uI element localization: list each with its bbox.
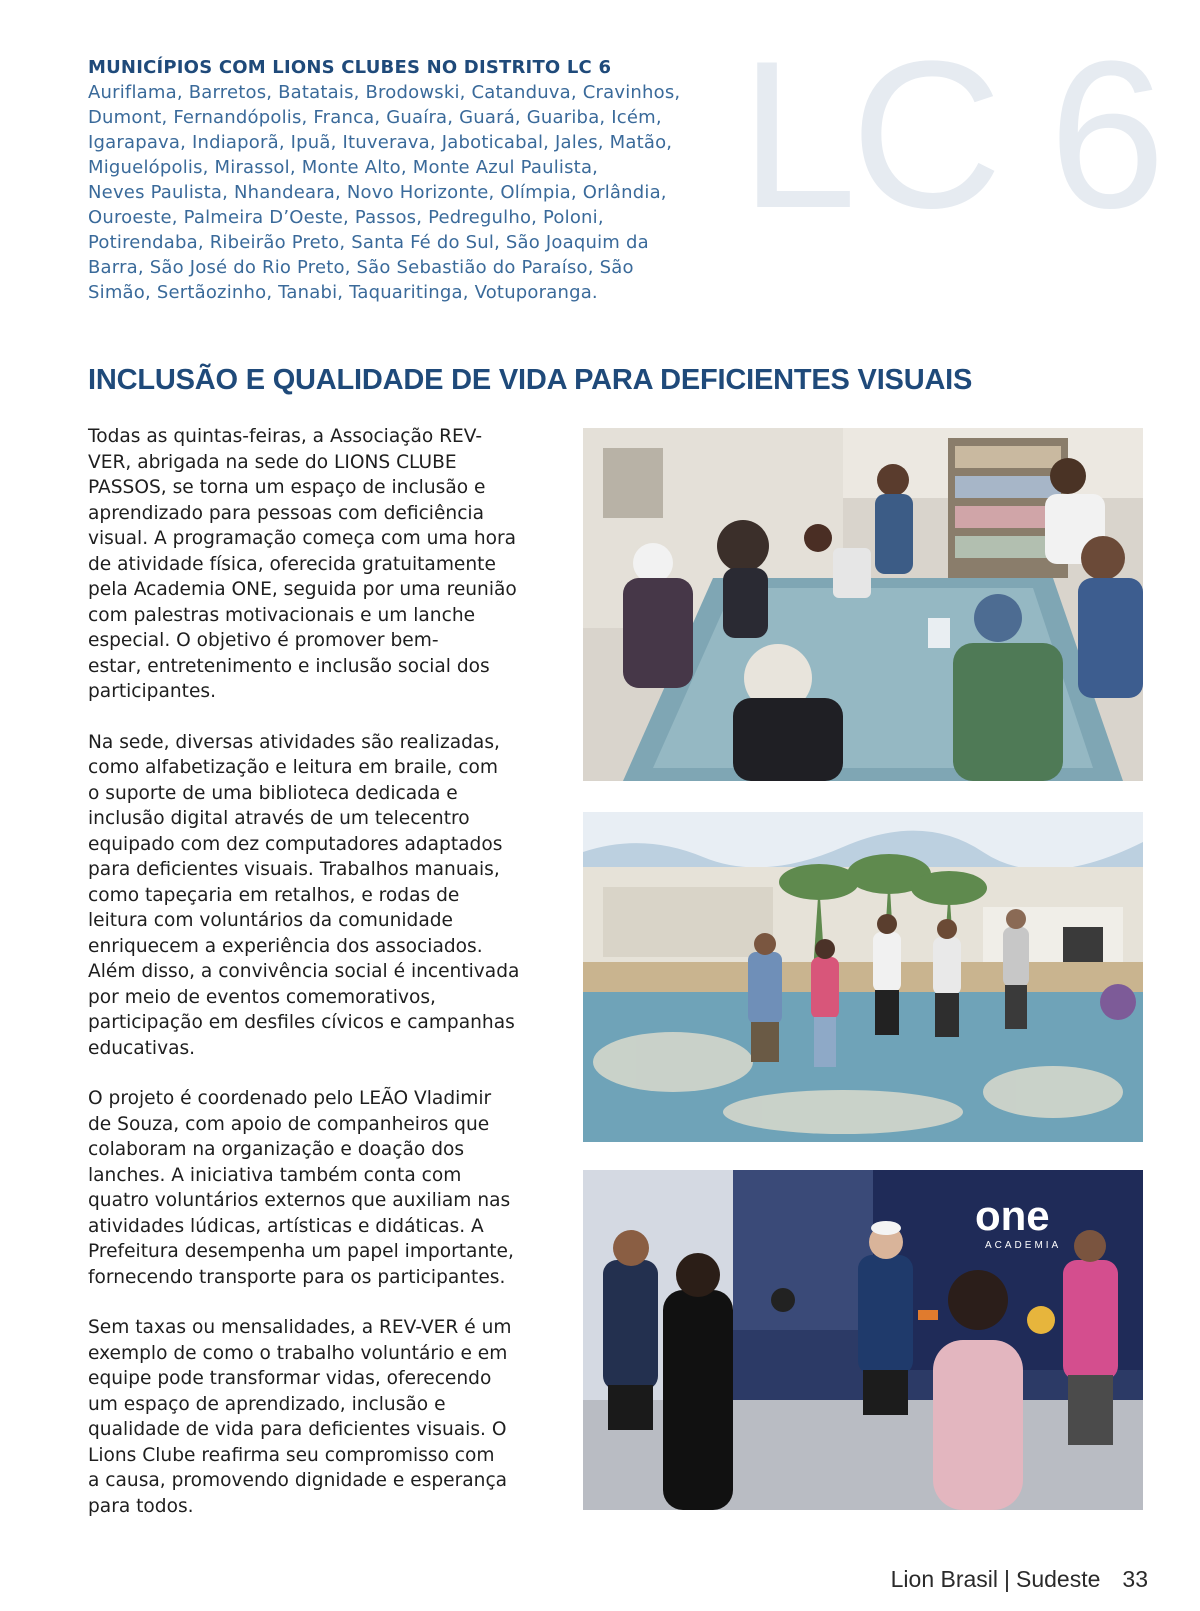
article-paragraph	[88, 730, 558, 1062]
municipios-line: Potirendaba, Ribeirão Preto, Santa Fé do Sul, São Joaquim da	[88, 232, 649, 253]
text-line: VER, abrigada na sede do LIONS CLUBE	[88, 451, 457, 473]
text-line: Prefeitura desempenha um papel importante,	[88, 1241, 514, 1262]
page-footer	[891, 1566, 1148, 1593]
text-line: Além disso, a convivência social é incentivada	[88, 961, 520, 982]
municipios-line: Barra, São José do Rio Preto, São Sebastião do Paraíso, São	[88, 257, 634, 278]
article-paragraph	[88, 424, 558, 705]
text-line: lanches. A iniciativa também conta com	[88, 1164, 462, 1186]
text-line: como alfabetização e leitura em braile, com	[88, 757, 499, 778]
photo-court-illustration	[583, 812, 1143, 1142]
article-title: INCLUSÃO E QUALIDADE DE VIDA PARA DEFICIENTES VISUAIS	[88, 364, 973, 396]
text-line: Todas as quintas-feiras, a Associação REV-	[88, 426, 483, 447]
text-line: exemplo de como o trabalho voluntário e em	[88, 1342, 508, 1364]
article-paragraph	[88, 1315, 558, 1519]
text-line: qualidade de vida para deficientes visuais. O	[88, 1419, 507, 1440]
municipios-title: MUNICÍPIOS COM LIONS CLUBES NO DISTRITO LC 6	[88, 57, 612, 78]
text-line: especial. O objetivo é promover bem-	[88, 630, 439, 651]
text-line: fornecendo transporte para os participantes.	[88, 1266, 506, 1288]
text-line: visual. A programação começa com uma hora	[88, 528, 517, 549]
text-line: enriquecem a experiência dos associados.	[88, 935, 483, 957]
text-line: Sem taxas ou mensalidades, a REV-VER é um	[88, 1317, 512, 1338]
text-line: pela Academia ONE, seguida por uma reunião	[88, 579, 517, 600]
text-line: aprendizado para pessoas com deficiência	[88, 502, 484, 524]
text-line: a causa, promovendo dignidade e esperança	[88, 1470, 508, 1491]
text-line: Na sede, diversas atividades são realizadas,	[88, 731, 500, 753]
text-line: quatro voluntários externos que auxiliam nas	[88, 1190, 511, 1211]
page-number: 33	[1122, 1566, 1148, 1592]
district-watermark: LC 6	[740, 17, 1160, 252]
text-line: participantes.	[88, 681, 216, 702]
text-line: um espaço de aprendizado, inclusão e	[88, 1393, 446, 1415]
photo-gym-session	[583, 1170, 1143, 1510]
text-line: estar, entretenimento e inclusão social dos	[88, 655, 490, 677]
footer-separator: |	[1004, 1566, 1010, 1592]
text-line: equipado com dez computadores adaptados	[88, 833, 503, 855]
text-line: para todos.	[88, 1495, 194, 1517]
municipios-line: Neves Paulista, Nhandeara, Novo Horizonte, Olímpia, Orlândia,	[88, 182, 667, 203]
article-body	[88, 424, 558, 1544]
photo-meeting-illustration	[583, 428, 1143, 781]
municipios-line: Igarapava, Indiaporã, Ipuã, Ituverava, Jaboticabal, Jales, Matão,	[88, 132, 673, 153]
municipios-line: Ouroeste, Palmeira D’Oeste, Passos, Pedregulho, Poloni,	[88, 207, 604, 228]
municipios-line: Dumont, Fernandópolis, Franca, Guaíra, Guará, Guariba, Icém,	[88, 107, 662, 128]
text-line: por meio de eventos comemorativos,	[88, 986, 436, 1008]
text-line: O projeto é coordenado pelo LEÃO Vladimir	[88, 1088, 492, 1109]
text-line: para deficientes visuais. Trabalhos manuais,	[88, 859, 500, 880]
article-paragraph	[88, 1086, 558, 1290]
municipios-line: Miguelópolis, Mirassol, Monte Alto, Monte Azul Paulista,	[88, 157, 599, 178]
municipios-section	[88, 55, 688, 305]
municipios-list	[88, 80, 688, 305]
text-line: educativas.	[88, 1037, 196, 1059]
photo-gym-illustration	[583, 1170, 1143, 1510]
region-name: Sudeste	[1016, 1566, 1101, 1592]
photo-meeting-table	[583, 428, 1143, 781]
text-line: inclusão digital através de um telecentro	[88, 808, 470, 829]
municipios-line: Auriflama, Barretos, Batatais, Brodowski, Catanduva, Cravinhos,	[88, 82, 681, 103]
text-line: Lions Clube reafirma seu compromisso com	[88, 1444, 495, 1466]
text-line: com palestras motivacionais e um lanche	[88, 604, 476, 626]
text-line: atividades lúdicas, artísticas e didáticas. A	[88, 1215, 484, 1237]
text-line: como tapeçaria em retalhos, e rodas de	[88, 884, 460, 906]
text-line: participação em desfiles cívicos e campanhas	[88, 1012, 515, 1033]
photo-outdoor-exercise	[583, 812, 1143, 1142]
text-line: leitura com voluntários da comunidade	[88, 910, 453, 931]
text-line: PASSOS, se torna um espaço de inclusão e	[88, 477, 486, 498]
text-line: o suporte de uma biblioteca dedicada e	[88, 782, 458, 804]
municipios-line: Simão, Sertãozinho, Tanabi, Taquaritinga, Votuporanga.	[88, 282, 598, 303]
gym-logo-subtitle: ACADEMIA	[985, 1240, 1062, 1251]
publication-name: Lion Brasil	[890, 1566, 999, 1592]
text-line: colaboram na organização e doação dos	[88, 1139, 465, 1160]
gym-logo-text: one	[975, 1192, 1050, 1239]
text-line: equipe pode transformar vidas, oferecendo	[88, 1368, 492, 1389]
text-line: de atividade física, oferecida gratuitamente	[88, 553, 496, 575]
text-line: de Souza, com apoio de companheiros que	[88, 1113, 490, 1135]
